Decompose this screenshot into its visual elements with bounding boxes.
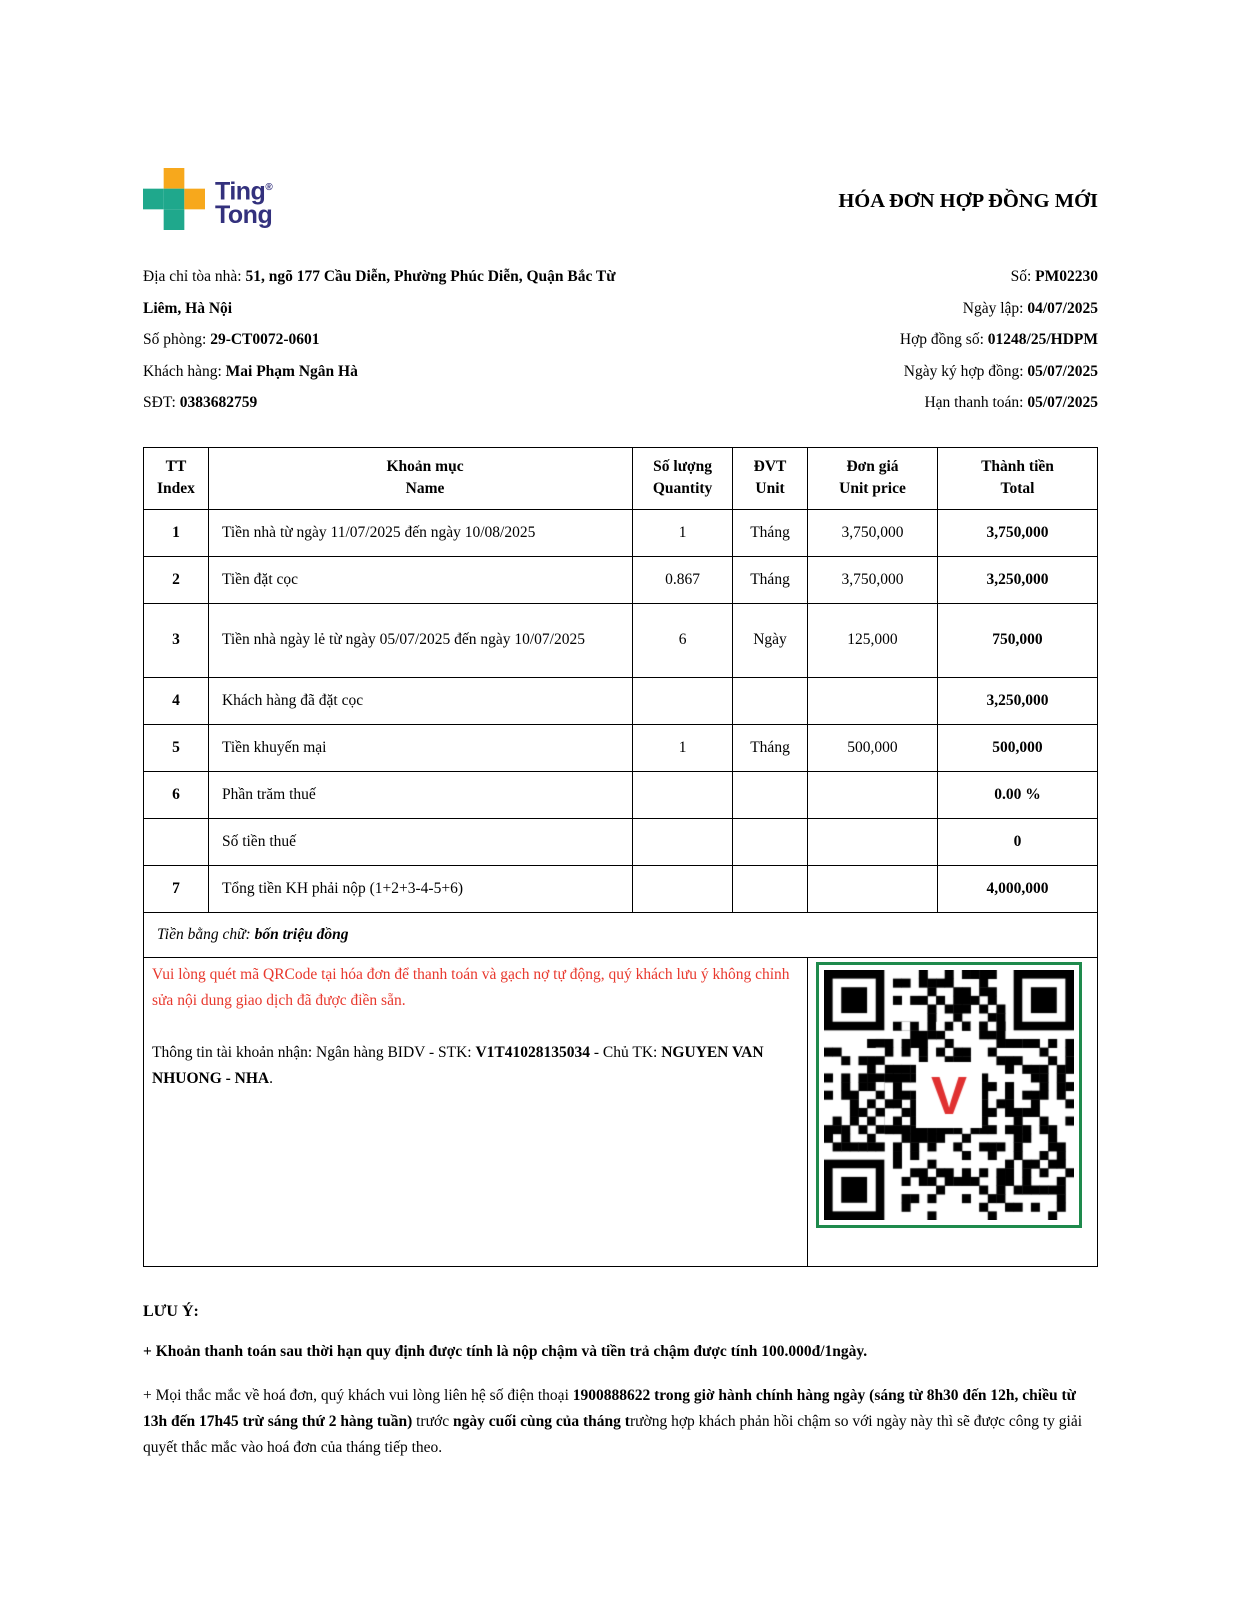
cell-quantity [633,865,733,912]
cell-quantity: 6 [633,603,733,677]
header-total-vi: Thành tiền [981,458,1054,475]
cell-name: Tổng tiền KH phải nộp (1+2+3-4-5+6) [208,865,632,912]
notes-section [143,1303,1098,1461]
cell-quantity: 1 [633,724,733,771]
header-name [208,447,632,509]
cell-name: Phần trăm thuế [208,771,632,818]
cell-total: 3,250,000 [937,677,1097,724]
info-label: Hạn thanh toán: [924,394,1028,411]
cell-total: 3,750,000 [937,509,1097,556]
info-line-contract-number [768,324,1098,356]
account-info-text: Thông tin tài khoản nhận: Ngân hàng BIDV - STK: [152,1043,476,1061]
cell-unit-price: 3,750,000 [808,556,938,603]
cell-name: Tiền khuyến mại [208,724,632,771]
table-row [144,556,1098,603]
cell-index: 2 [144,556,209,603]
cell-total: 4,000,000 [937,865,1097,912]
table-header-row [144,447,1098,509]
brand-name-line1: Ting [215,177,266,206]
cell-total: 3,250,000 [937,556,1097,603]
account-info-text: - Chủ TK: [590,1043,662,1061]
amount-in-words-label: Tiền bằng chữ: [157,925,255,943]
note-text: rường hợp khách phản hồi chậm so với ngày này thì sẽ được công ty giải quyết thắc mắc vào hoá đơn của tháng tiếp theo. [143,1412,1083,1456]
cell-name: Số tiền thuế [208,818,632,865]
table-row [144,818,1098,865]
info-line-number [768,261,1098,293]
info-label: Ngày lập: [962,299,1028,317]
cell-unit-price [808,677,938,724]
cell-unit-price [808,818,938,865]
invoice-title: HÓA ĐƠN HỢP ĐỒNG MỚI [838,190,1098,212]
header-quantity-en: Quantity [652,480,713,497]
note-text: + Mọi thắc mắc về hoá đơn, quý khách vui lòng liên hệ số điện thoại [143,1386,573,1404]
cell-unit-price: 3,750,000 [808,509,938,556]
invoice-table [143,447,1098,1267]
cell-name: Tiền đặt cọc [208,556,632,603]
info-value: 0383682759 [179,394,258,411]
cell-total: 500,000 [937,724,1097,771]
cell-unit [733,771,808,818]
cell-index: 5 [144,724,209,771]
cell-name: Tiền nhà ngày lẻ từ ngày 05/07/2025 đến ngày 10/07/2025 [208,603,632,677]
info-line-due-date [768,387,1098,419]
amount-in-words-row [144,912,1098,957]
cell-index: 1 [144,509,209,556]
payment-instructions-cell [144,957,808,1266]
qr-payment-notice: Vui lòng quét mã QRCode tại hóa đơn để thanh toán và gạch nợ tự động, quý khách lưu ý không chỉnh sửa nội dung giao dịch đã được điền sẵn. [152,965,790,1009]
info-label: SĐT: [143,394,180,411]
amount-in-words-value: bốn triệu đồng [254,925,349,943]
header-unit-en: Unit [755,480,785,497]
cell-quantity [633,677,733,724]
cell-total: 0.00 % [937,771,1097,818]
cell-unit: Tháng [733,509,808,556]
header-unit-vi: ĐVT [753,458,787,475]
cell-index: 6 [144,771,209,818]
info-right [768,261,1098,419]
brand-name [215,176,273,230]
info-line-issue-date [768,293,1098,325]
header-unit-price [808,447,938,509]
header-unit-price-vi: Đơn giá [846,458,899,475]
header-name-vi: Khoản mục [386,458,464,475]
cell-name: Tiền nhà từ ngày 11/07/2025 đến ngày 10/08/2025 [208,509,632,556]
cell-quantity [633,818,733,865]
header-index-vi: TT [165,458,187,475]
header-unit-price-en: Unit price [839,480,906,497]
info-left [143,261,648,419]
info-section [143,261,1098,419]
table-row [144,677,1098,724]
brand-logo-icon [143,168,205,235]
info-value: 01248/25/HDPM [987,331,1098,348]
qr-frame [816,962,1082,1228]
cell-unit-price: 125,000 [808,603,938,677]
cell-name: Khách hàng đã đặt cọc [208,677,632,724]
note-hotline-number: 1900888622 trong giờ hành chính hàng ngày (sáng từ 8h30 đến 12h, chiều từ 13h đến 17h45 trừ sáng thứ 2 hàng tuần) [143,1386,1076,1430]
note-text: trước [412,1412,453,1430]
info-label: Khách hàng: [143,362,226,380]
cell-unit [733,865,808,912]
info-label: Hợp đồng số: [899,331,988,348]
table-row [144,724,1098,771]
note-hotline [143,1383,1098,1461]
info-value: PM02230 [1035,268,1098,285]
header-unit [733,447,808,509]
cell-unit-price [808,771,938,818]
account-number: V1T41028135034 [475,1043,590,1061]
brand-logo [143,168,272,235]
header-index [144,447,209,509]
cell-unit [733,818,808,865]
qr-code [824,970,1074,1220]
cell-unit [733,677,808,724]
info-value: 05/07/2025 [1027,394,1098,411]
cell-unit-price: 500,000 [808,724,938,771]
table-row [144,509,1098,556]
cell-index [144,818,209,865]
info-line-phone [143,387,648,419]
registered-mark: ® [265,181,273,193]
info-label: Ngày ký hợp đồng: [903,362,1028,380]
cell-unit: Tháng [733,556,808,603]
info-value: 29-CT0072-0601 [210,331,320,348]
info-value: 04/07/2025 [1027,299,1098,317]
payment-row [144,957,1098,1266]
header-index-en: Index [157,480,195,497]
note-deadline: ngày cuối cùng của tháng t [452,1412,630,1430]
cell-unit-price [808,865,938,912]
info-label: Số phòng: [143,331,211,348]
table-row [144,603,1098,677]
note-late-payment: + Khoản thanh toán sau thời hạn quy định được tính là nộp chậm và tiền trả chậm được tính 100.000đ/1ngày. [143,1342,868,1360]
cell-quantity [633,771,733,818]
info-line-customer [143,356,648,388]
table-row [144,771,1098,818]
cell-index: 4 [144,677,209,724]
header-quantity [633,447,733,509]
info-value: Mai Phạm Ngân Hà [225,362,358,380]
info-label: Địa chỉ tòa nhà: [143,268,246,285]
table-row [144,865,1098,912]
cell-unit: Ngày [733,603,808,677]
header-total-en: Total [1000,480,1035,497]
cell-total: 0 [937,818,1097,865]
header-name-en: Name [405,480,445,497]
info-line-address [143,261,648,324]
info-line-room [143,324,648,356]
cell-quantity: 1 [633,509,733,556]
brand-name-line2: Tong [215,201,273,230]
header-total [937,447,1097,509]
qr-cell [808,957,1098,1266]
info-value: 51, ngõ 177 Cầu Diễn, Phường Phúc Diễn, Quận Bắc Từ Liêm, Hà Nội [143,268,616,317]
invoice-page [143,0,1098,1521]
info-label: Số: [1010,268,1036,285]
account-holder: NGUYEN VAN NHUONG - NHA [152,1043,764,1087]
cell-index: 3 [144,603,209,677]
cell-index: 7 [144,865,209,912]
account-info [152,1040,799,1092]
cell-total: 750,000 [937,603,1097,677]
header-quantity-vi: Số lượng [653,458,712,475]
notes-heading: LƯU Ý: [143,1302,199,1320]
amount-in-words-cell [144,912,1098,957]
info-line-contract-date [768,356,1098,388]
info-value: 05/07/2025 [1027,362,1098,380]
account-info-text: . [269,1069,273,1087]
header [143,168,1098,235]
cell-quantity: 0.867 [633,556,733,603]
qr-cell-inner [816,962,1089,1262]
cell-unit: Tháng [733,724,808,771]
